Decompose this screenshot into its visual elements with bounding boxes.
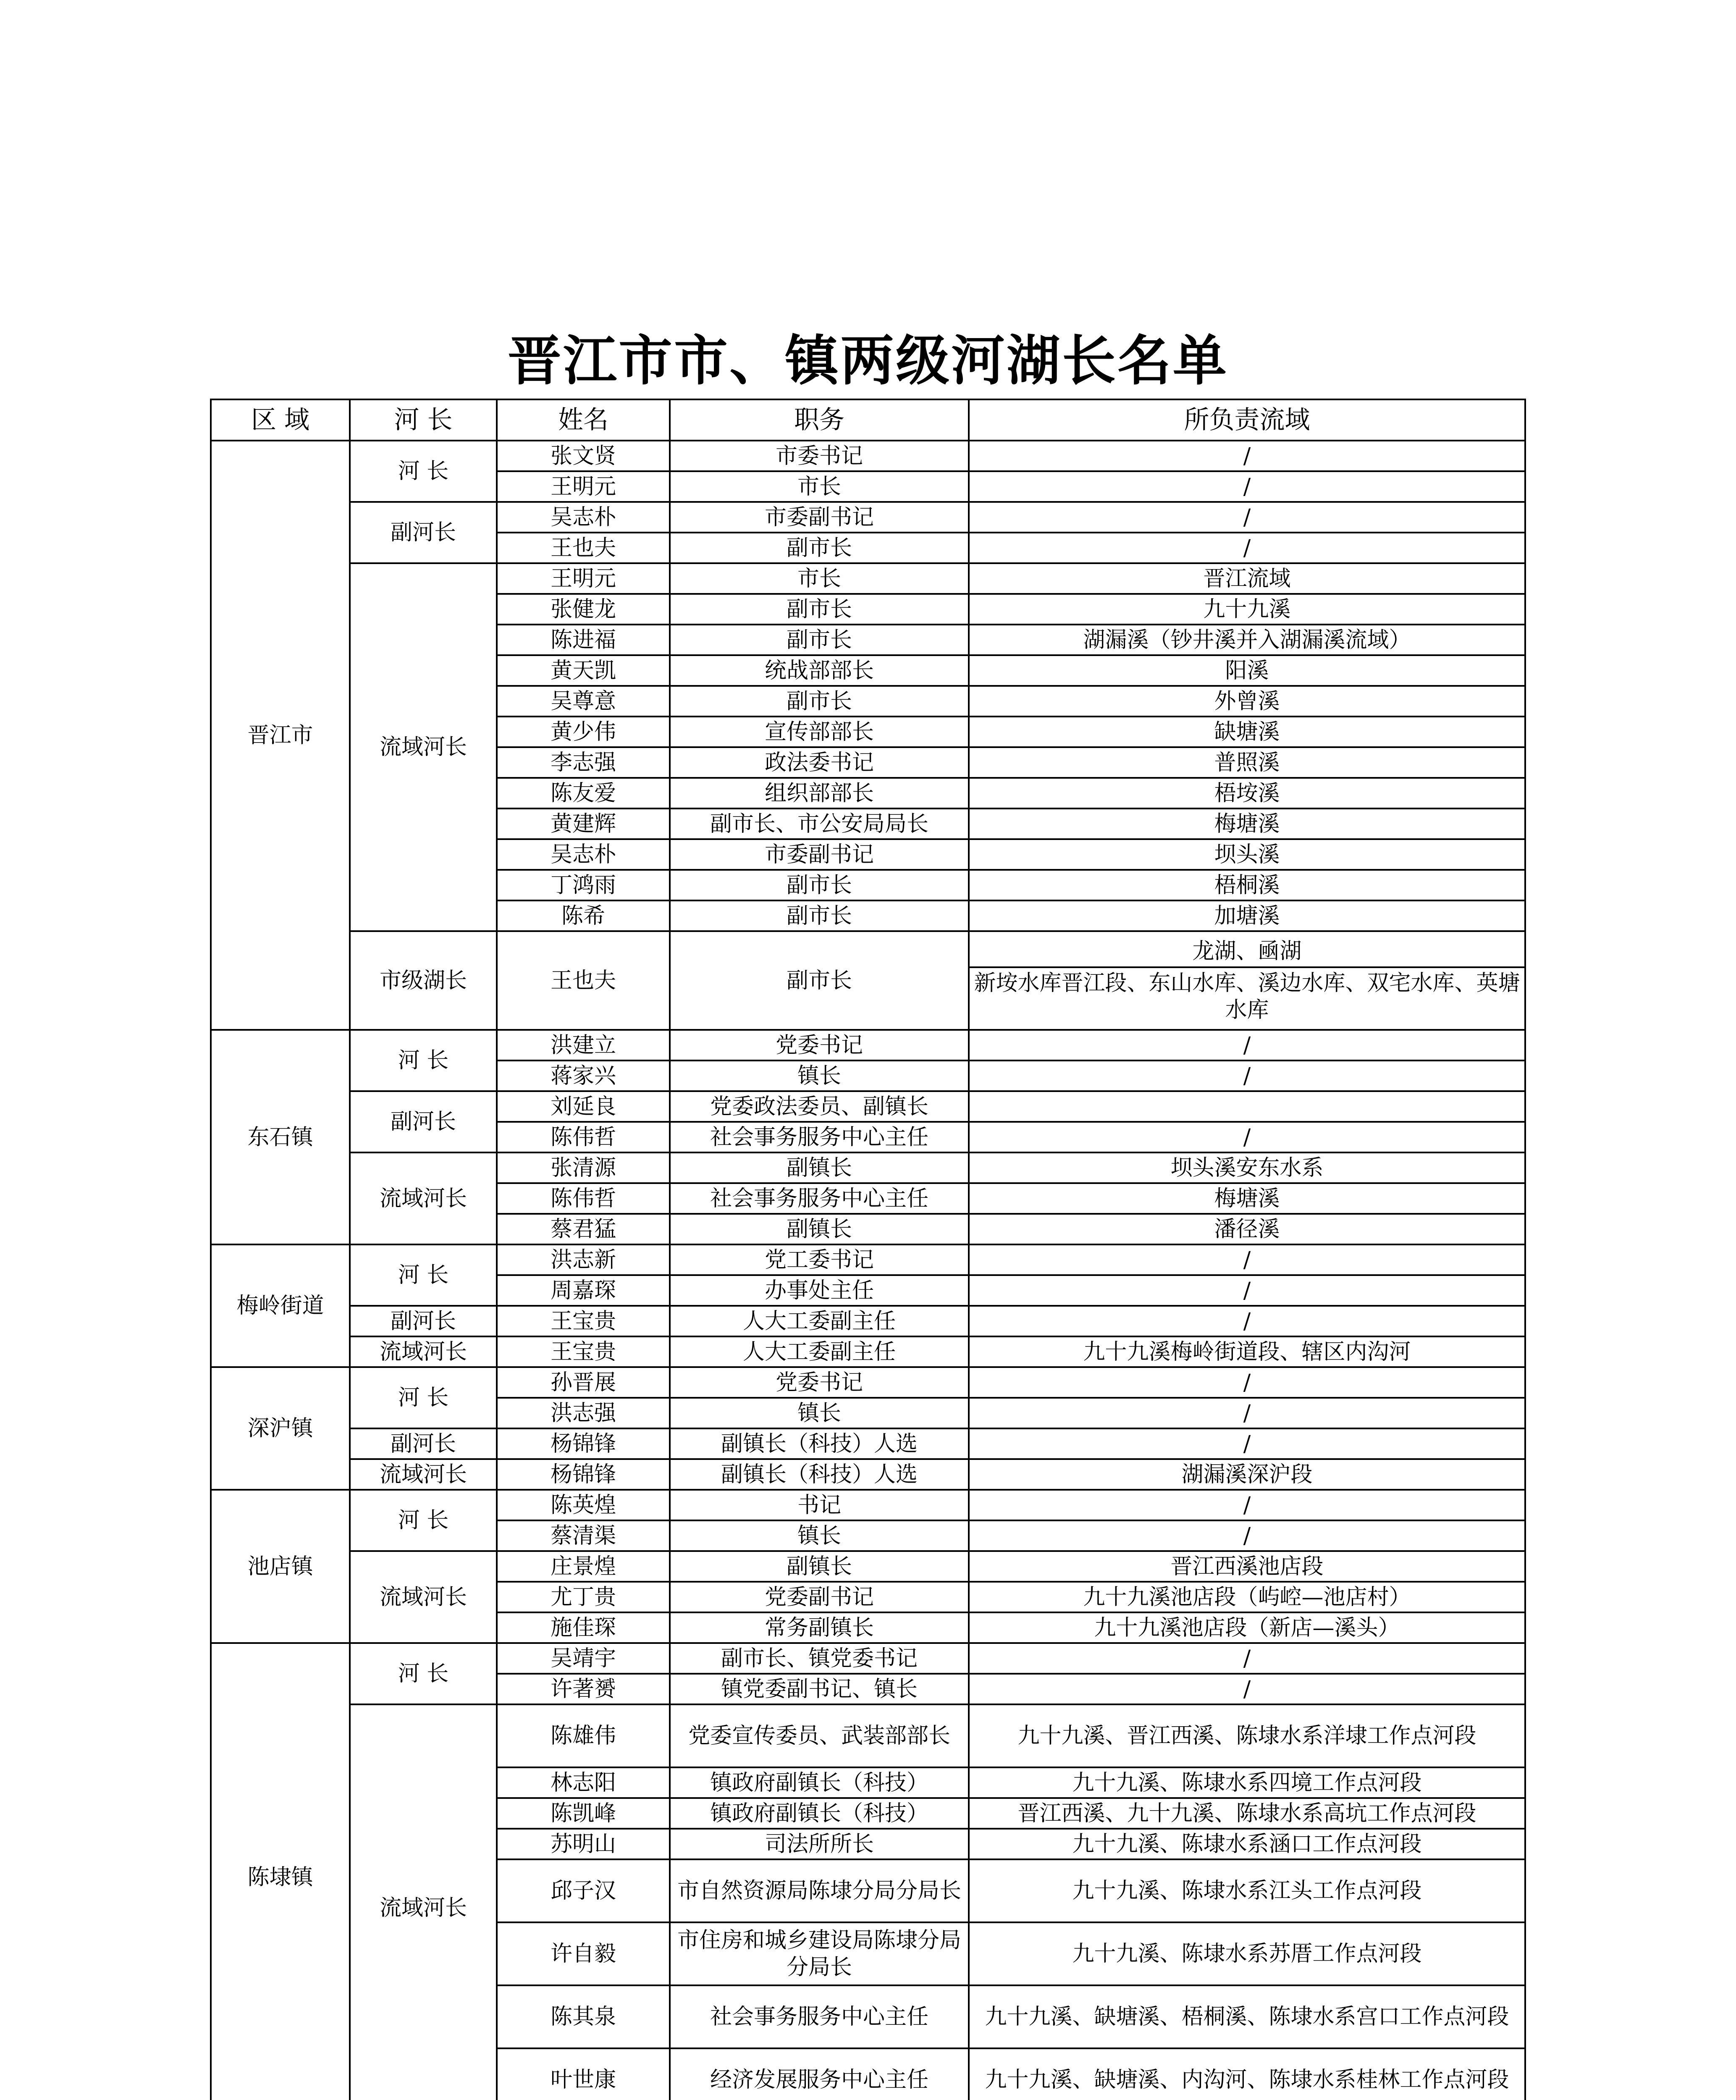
position-cell: 市委书记: [670, 441, 969, 471]
position-cell: 副市长: [670, 594, 969, 625]
name-cell: 黄建辉: [497, 808, 670, 839]
chief-role-cell: 流域河长: [350, 1551, 497, 1643]
responsible-area-cell: /: [969, 1674, 1525, 1704]
responsible-area-cell: 潘径溪: [969, 1214, 1525, 1244]
chief-role-cell: 河 长: [350, 1244, 497, 1306]
responsible-area-cell: 九十九溪梅岭街道段、辖区内沟河: [969, 1336, 1525, 1367]
name-cell: 陈友爱: [497, 778, 670, 808]
name-cell: 尤丁贵: [497, 1582, 670, 1612]
responsible-area-line: 新垵水库晋江段、东山水库、溪边水库、双宅水库、英塘水库: [974, 970, 1520, 1023]
position-cell: 副市长: [670, 900, 969, 931]
name-cell: 李志强: [497, 747, 670, 778]
name-cell: 丁鸿雨: [497, 870, 670, 900]
responsible-area-cell: 九十九溪池店段（屿崆—池店村）: [969, 1582, 1525, 1612]
position-cell: 市委副书记: [670, 502, 969, 533]
name-cell: 王明元: [497, 471, 670, 502]
table-header-row: [211, 399, 1525, 441]
river-chief-table: [210, 399, 1526, 2100]
responsible-area-cell: /: [969, 1398, 1525, 1428]
name-cell: 许自毅: [497, 1922, 670, 1985]
name-cell: 洪建立: [497, 1030, 670, 1060]
position-cell: 镇长: [670, 1060, 969, 1091]
responsible-area-cell: 九十九溪、缺塘溪、梧桐溪、陈埭水系宫口工作点河段: [969, 1985, 1525, 2048]
responsible-area-cell: /: [969, 502, 1525, 533]
name-cell: 洪志新: [497, 1244, 670, 1275]
responsible-area-cell: 九十九溪池店段（新店—溪头）: [969, 1612, 1525, 1643]
responsible-area-cell: /: [969, 533, 1525, 563]
chief-role-cell: 河 长: [350, 1030, 497, 1091]
name-cell: 张清源: [497, 1152, 670, 1183]
chief-role-cell: 河 长: [350, 1490, 497, 1551]
name-cell: 邱子汉: [497, 1859, 670, 1922]
responsible-area-cell: 晋江流域: [969, 563, 1525, 594]
responsible-area-cell: /: [969, 1122, 1525, 1152]
responsible-area-cell: 九十九溪、陈埭水系四境工作点河段: [969, 1767, 1525, 1798]
chief-role-cell: 市级湖长: [350, 931, 497, 1030]
table-row: [211, 1030, 1525, 1060]
name-cell: 张健龙: [497, 594, 670, 625]
responsible-area-cell: 九十九溪、陈埭水系苏厝工作点河段: [969, 1922, 1525, 1985]
header-name: 姓名: [497, 399, 670, 441]
position-cell: 党委宣传委员、武装部部长: [670, 1704, 969, 1767]
name-cell: 吴志朴: [497, 502, 670, 533]
position-cell: 市自然资源局陈埭分局分局长: [670, 1859, 969, 1922]
table-row: [211, 502, 1525, 533]
name-cell: 林志阳: [497, 1767, 670, 1798]
responsible-area-cell: /: [969, 1244, 1525, 1275]
name-cell: 陈英煌: [497, 1490, 670, 1520]
chief-role-cell: 副河长: [350, 1091, 497, 1152]
responsible-area-cell: /: [969, 1490, 1525, 1520]
name-cell: 陈凯峰: [497, 1798, 670, 1829]
responsible-area-line: 龙湖、凾湖: [970, 936, 1524, 968]
position-cell: 书记: [670, 1490, 969, 1520]
position-cell: 市长: [670, 471, 969, 502]
position-cell: 副镇长: [670, 1214, 969, 1244]
position-cell: 副市长、镇党委书记: [670, 1643, 969, 1674]
name-cell: 许著赟: [497, 1674, 670, 1704]
position-cell: 党工委书记: [670, 1244, 969, 1275]
responsible-area-cell: 湖漏溪深沪段: [969, 1459, 1525, 1490]
position-cell: 镇政府副镇长（科技）: [670, 1798, 969, 1829]
table-row: [211, 1428, 1525, 1459]
table-row: [211, 1490, 1525, 1520]
responsible-area-cell: 阳溪: [969, 655, 1525, 686]
position-cell: 司法所所长: [670, 1829, 969, 1859]
responsible-area-cell: /: [969, 1520, 1525, 1551]
responsible-area-cell: 晋江西溪池店段: [969, 1551, 1525, 1582]
region-cell: 陈埭镇: [211, 1643, 350, 2100]
position-cell: 常务副镇长: [670, 1612, 969, 1643]
chief-role-cell: 河 长: [350, 1367, 497, 1428]
region-cell: 深沪镇: [211, 1367, 350, 1490]
name-cell: 王宝贵: [497, 1336, 670, 1367]
chief-role-cell: 副河长: [350, 1306, 497, 1336]
responsible-area-cell: /: [969, 1367, 1525, 1398]
region-cell: 梅岭街道: [211, 1244, 350, 1367]
responsible-area-cell: 湖漏溪（钞井溪并入湖漏溪流域）: [969, 625, 1525, 655]
position-cell: 办事处主任: [670, 1275, 969, 1306]
name-cell: 杨锦锋: [497, 1459, 670, 1490]
responsible-area-cell: 梅塘溪: [969, 1183, 1525, 1214]
name-cell: 王也夫: [497, 931, 670, 1030]
chief-role-cell: 流域河长: [350, 1459, 497, 1490]
chief-role-cell: 副河长: [350, 1428, 497, 1459]
responsible-area-cell: /: [969, 1428, 1525, 1459]
name-cell: 刘延良: [497, 1091, 670, 1122]
position-cell: 人大工委副主任: [670, 1306, 969, 1336]
position-cell: 镇长: [670, 1520, 969, 1551]
name-cell: 陈其泉: [497, 1985, 670, 2048]
name-cell: 周嘉琛: [497, 1275, 670, 1306]
responsible-area-cell: 普照溪: [969, 747, 1525, 778]
responsible-area-cell: /: [969, 1306, 1525, 1336]
position-cell: 副市长: [670, 870, 969, 900]
name-cell: 杨锦锋: [497, 1428, 670, 1459]
responsible-area-cell: 九十九溪: [969, 594, 1525, 625]
name-cell: 陈希: [497, 900, 670, 931]
responsible-area-cell: 坝头溪: [969, 839, 1525, 870]
position-cell: 镇政府副镇长（科技）: [670, 1767, 969, 1798]
chief-role-cell: 副河长: [350, 502, 497, 563]
responsible-area-cell: 九十九溪、陈埭水系涵口工作点河段: [969, 1829, 1525, 1859]
name-cell: 叶世康: [497, 2048, 670, 2100]
responsible-area-cell: 九十九溪、晋江西溪、陈埭水系洋埭工作点河段: [969, 1704, 1525, 1767]
region-cell: 池店镇: [211, 1490, 350, 1643]
position-cell: 统战部部长: [670, 655, 969, 686]
position-cell: 党委副书记: [670, 1582, 969, 1612]
name-cell: 陈伟哲: [497, 1183, 670, 1214]
name-cell: 蔡清渠: [497, 1520, 670, 1551]
table-row: [211, 1643, 1525, 1674]
position-cell: 副市长: [670, 533, 969, 563]
table-row: [211, 1459, 1525, 1490]
position-cell: 副镇长（科技）人选: [670, 1459, 969, 1490]
name-cell: 陈伟哲: [497, 1122, 670, 1152]
responsible-area-cell: /: [969, 441, 1525, 471]
name-cell: 黄少伟: [497, 717, 670, 747]
position-cell: 副镇长: [670, 1551, 969, 1582]
name-cell: 吴尊意: [497, 686, 670, 717]
position-cell: 镇党委副书记、镇长: [670, 1674, 969, 1704]
responsible-area-cell: 坝头溪安东水系: [969, 1152, 1525, 1183]
position-cell: 副市长、市公安局局长: [670, 808, 969, 839]
position-cell: 组织部部长: [670, 778, 969, 808]
table-row: [211, 1152, 1525, 1183]
chief-role-cell: 流域河长: [350, 1336, 497, 1367]
responsible-area-cell: 梧桐溪: [969, 870, 1525, 900]
name-cell: 孙晋展: [497, 1367, 670, 1398]
table-row: [211, 931, 1525, 1030]
responsible-area-cell: 缺塘溪: [969, 717, 1525, 747]
responsible-area-cell: /: [969, 1643, 1525, 1674]
position-cell: 市住房和城乡建设局陈埭分局分局长: [670, 1922, 969, 1985]
table-row: [211, 1336, 1525, 1367]
position-cell: 党委书记: [670, 1367, 969, 1398]
position-cell: 副市长: [670, 931, 969, 1030]
position-cell: 社会事务服务中心主任: [670, 1122, 969, 1152]
table-row: [211, 1704, 1525, 1767]
table-row: [211, 563, 1525, 594]
name-cell: 王宝贵: [497, 1306, 670, 1336]
responsible-area-cell: /: [969, 1060, 1525, 1091]
position-cell: 宣传部部长: [670, 717, 969, 747]
position-cell: 人大工委副主任: [670, 1336, 969, 1367]
responsible-area-cell: 外曾溪: [969, 686, 1525, 717]
name-cell: 施佳琛: [497, 1612, 670, 1643]
responsible-area-cell: 九十九溪、陈埭水系江头工作点河段: [969, 1859, 1525, 1922]
responsible-area-cell: 加塘溪: [969, 900, 1525, 931]
position-cell: 经济发展服务中心主任: [670, 2048, 969, 2100]
name-cell: 张文贤: [497, 441, 670, 471]
position-cell: 副镇长: [670, 1152, 969, 1183]
header-responsible-area: 所负责流域: [969, 399, 1525, 441]
responsible-area-cell: /: [969, 1275, 1525, 1306]
chief-role-cell: 流域河长: [350, 1704, 497, 2100]
header-region: 区 域: [211, 399, 350, 441]
name-cell: 王明元: [497, 563, 670, 594]
responsible-area-cell: /: [969, 1030, 1525, 1060]
table-row: [211, 1306, 1525, 1336]
chief-role-cell: 流域河长: [350, 563, 497, 931]
responsible-area-cell: 晋江西溪、九十九溪、陈埭水系高坑工作点河段: [969, 1798, 1525, 1829]
chief-role-cell: 河 长: [350, 441, 497, 502]
responsible-area-cell: [969, 1091, 1525, 1122]
name-cell: 黄天凯: [497, 655, 670, 686]
position-cell: 市长: [670, 563, 969, 594]
position-cell: 副市长: [670, 625, 969, 655]
responsible-area-cell: 梧垵溪: [969, 778, 1525, 808]
name-cell: 蔡君猛: [497, 1214, 670, 1244]
page-title: 晋江市市、镇两级河湖长名单: [507, 330, 1228, 392]
name-cell: 庄景煌: [497, 1551, 670, 1582]
header-chief-role: 河 长: [350, 399, 497, 441]
responsible-area-cell: 九十九溪、缺塘溪、内沟河、陈埭水系桂林工作点河段: [969, 2048, 1525, 2100]
table-row: [211, 1367, 1525, 1398]
name-cell: 洪志强: [497, 1398, 670, 1428]
header-position: 职务: [670, 399, 969, 441]
position-cell: 社会事务服务中心主任: [670, 1985, 969, 2048]
table-row: [211, 1244, 1525, 1275]
position-cell: 副市长: [670, 686, 969, 717]
table-row: [211, 1551, 1525, 1582]
region-cell: 晋江市: [211, 441, 350, 1030]
name-cell: 蒋家兴: [497, 1060, 670, 1091]
responsible-area-cell: 梅塘溪: [969, 808, 1525, 839]
chief-role-cell: 河 长: [350, 1643, 497, 1704]
chief-role-cell: 流域河长: [350, 1152, 497, 1244]
name-cell: 陈进福: [497, 625, 670, 655]
table-row: [211, 1091, 1525, 1122]
responsible-area-cell: [969, 931, 1525, 1030]
name-cell: 吴靖宇: [497, 1643, 670, 1674]
position-cell: 政法委书记: [670, 747, 969, 778]
region-cell: 东石镇: [211, 1030, 350, 1244]
responsible-area-cell: /: [969, 471, 1525, 502]
table-row: [211, 441, 1525, 471]
position-cell: 党委政法委员、副镇长: [670, 1091, 969, 1122]
name-cell: 陈雄伟: [497, 1704, 670, 1767]
name-cell: 苏明山: [497, 1829, 670, 1859]
position-cell: 市委副书记: [670, 839, 969, 870]
position-cell: 党委书记: [670, 1030, 969, 1060]
name-cell: 王也夫: [497, 533, 670, 563]
position-cell: 社会事务服务中心主任: [670, 1183, 969, 1214]
position-cell: 镇长: [670, 1398, 969, 1428]
position-cell: 副镇长（科技）人选: [670, 1428, 969, 1459]
name-cell: 吴志朴: [497, 839, 670, 870]
